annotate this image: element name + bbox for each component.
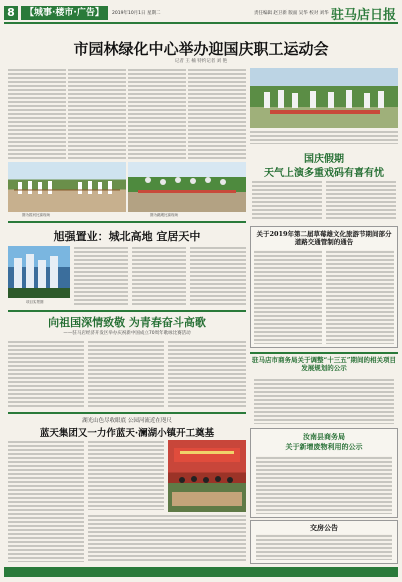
photo-caption-3 bbox=[250, 130, 398, 144]
article8-body bbox=[256, 456, 392, 514]
article6-body bbox=[254, 378, 394, 424]
article3-body-col1 bbox=[74, 246, 128, 306]
article3-body-col2 bbox=[132, 246, 186, 306]
headline-2: 国庆假期 bbox=[304, 154, 344, 165]
divider-1 bbox=[8, 221, 246, 223]
photo-jump-rope bbox=[128, 162, 246, 212]
section-label: 【城事·楼市·广告】 bbox=[21, 6, 108, 20]
divider-4 bbox=[8, 412, 246, 414]
headline-2-line2: 天气上演多重戏码有喜有忧 bbox=[264, 168, 384, 179]
editor-credits: 责任编辑 赵卫新 版面 吴华 校对 刘华 bbox=[254, 11, 329, 16]
issue-date: 2019年10月1日 星期二 bbox=[112, 11, 161, 16]
article5-body-col1 bbox=[8, 340, 84, 408]
headline-8: 关于新增废物利用的公示 bbox=[285, 442, 363, 451]
headline-3: 旭强置业：城北高地 宜居天中 bbox=[53, 230, 201, 243]
headline-5: 向祖国深情致敬 为青春奋斗高歌 bbox=[48, 316, 206, 329]
article2-body-col2 bbox=[326, 180, 396, 220]
page-number: 8 bbox=[4, 6, 18, 20]
divider-3 bbox=[250, 352, 398, 354]
article3-body-col3 bbox=[190, 246, 246, 306]
photo-groundbreaking bbox=[168, 440, 246, 512]
headline-7: 蓝天集团又一力作蓝天·澜湖小镇开工奠基 bbox=[39, 428, 215, 439]
subtitle-5: ——驻马店经济开发区举办庆祝新中国成立70周年歌咏比赛活动 bbox=[63, 331, 191, 336]
photo-caption-realestate: 项目实景图 bbox=[26, 300, 44, 304]
article4-body-col2 bbox=[326, 250, 394, 344]
headline-6: 驻马店市商务局关于调整“十三五”期间的相关项目发展规划的公示 bbox=[252, 356, 396, 372]
article1-body-col4 bbox=[188, 68, 246, 160]
divider-2 bbox=[8, 310, 246, 312]
headline-1: 市园林绿化中心举办迎国庆职工运动会 bbox=[73, 40, 329, 58]
article7-body-col2 bbox=[88, 440, 164, 510]
masthead-logo: 驻马店日报 bbox=[330, 8, 396, 23]
article2-body-col1 bbox=[252, 180, 322, 220]
photo-real-estate bbox=[8, 246, 70, 298]
article1-body-col3 bbox=[128, 68, 186, 160]
page-footer bbox=[4, 567, 398, 577]
article5-body-col2 bbox=[88, 340, 164, 408]
ad-title: 交房公告 bbox=[310, 523, 338, 532]
article5-body-col3 bbox=[168, 340, 246, 408]
page-header bbox=[4, 4, 398, 24]
article7-body-col3 bbox=[88, 514, 246, 562]
photo-caption-2: 图为跳绳比赛现场 bbox=[150, 213, 178, 217]
byline-1: 记者 王 楠 特约记者 刘 艳 bbox=[174, 59, 228, 64]
headline-4: 关于2019年第二届草莓雄文化旅游节期间部分道路交通管制的通告 bbox=[256, 230, 392, 246]
article1-body-col2 bbox=[68, 68, 126, 160]
kicker-7: 湖光山色尽收眼底 公园河流近在咫尺 bbox=[82, 418, 172, 424]
article7-body-col1 bbox=[8, 440, 84, 562]
article1-body-col1 bbox=[8, 68, 66, 160]
photo-tug-of-war bbox=[8, 162, 126, 212]
article4-body-col1 bbox=[254, 250, 322, 344]
kicker-8: 汝南县商务局 bbox=[303, 432, 345, 441]
photo-team-game bbox=[250, 68, 398, 128]
photo-caption-1: 图为拔河比赛现场 bbox=[22, 213, 50, 217]
ad-body bbox=[256, 534, 392, 560]
